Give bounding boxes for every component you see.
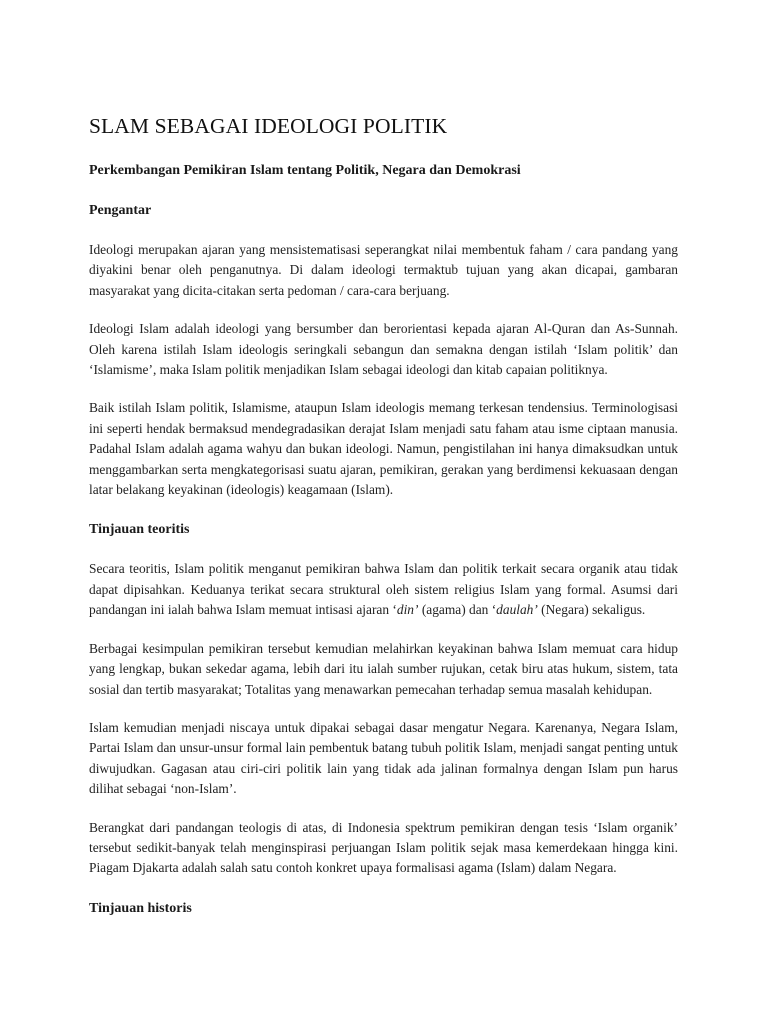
paragraph-text: Secara teoritis, Islam politik menganut pemikiran bahwa Islam dan politik terkait secara organik atau tidak dapat dipisahkan. Keduanya terikat secara struktural oleh sistem religius Islam yang formal. Asumsi dari pandangan ini ialah bahwa Islam memuat intisasi ajaran ‘ — [89, 561, 678, 618]
document-title: SLAM SEBAGAI IDEOLOGI POLITIK — [89, 114, 448, 138]
section-heading-tinjauan-teoritis: Tinjauan teoritis — [89, 522, 190, 538]
paragraph-text: (agama) dan ‘ — [418, 602, 497, 618]
paragraph: Ideologi merupakan ajaran yang mensistematisasi seperangkat nilai membentuk faham / cara pandang yang diyakini benar oleh penganutnya. Di dalam ideologi termaktub tujuan yang akan dicapai, gambaran masyarakat yang dicita-citakan serta pedoman / cara-cara berjuang. — [89, 242, 678, 298]
paragraph-text: (Negara) sekaligus. — [537, 602, 646, 618]
paragraph: Berangkat dari pandangan teologis di atas, di Indonesia spektrum pemikiran dengan tesis ‘Islam organik’ tersebut sedikit-banyak telah menginspirasi perjuangan Islam politik sejak masa kemerdekaan hingga kini. Piagam Djakarta adalah salah satu contoh konkret upaya formalisasi agama (Islam) dalam Negara. — [89, 819, 678, 876]
paragraph: Islam kemudian menjadi niscaya untuk dipakai sebagai dasar mengatur Negara. Karenanya, Negara Islam, Partai Islam dan unsur-unsur formal lain pembentuk batang tubuh politik Islam, menjadi sangat penting untuk diwujudkan. Gagasan atau ciri-ciri politik lain yang tidak ada jalinan formalnya dengan Islam pun harus dilihat sebagai ‘non-Islam’. — [89, 719, 678, 797]
paragraph-teoritis-1 — [89, 559, 678, 620]
section-heading-tinjauan-historis: Tinjauan historis — [89, 900, 192, 916]
paragraph: Ideologi Islam adalah ideologi yang bersumber dan berorientasi kepada ajaran Al-Quran dan As-Sunnah. Oleh karena istilah Islam ideologis seringkali sebangun dan semakna dengan istilah ‘Islam politik’ dan ‘Islamisme’, maka Islam politik menjadikan Islam sebagai ideologi dan kitab capaian politiknya. — [89, 321, 678, 378]
term-din: din’ — [396, 602, 419, 618]
document-page — [89, 112, 678, 919]
term-daulah: daulah’ — [496, 602, 538, 618]
paragraph: Baik istilah Islam politik, Islamisme, ataupun Islam ideologis memang terkesan tendensius. Terminologisasi ini seperti hendak bermaksud mendegradasikan derajat Islam menjadi satu faham atau isme ciptaan manusia. Padahal Islam adalah agama wahyu dan bukan ideologi. Namun, pengistilahan ini hanya dimaksudkan untuk menggambarkan serta mengkategorisasi suatu ajaran, pemikiran, gerakan yang berdimensi kekuasaan dengan latar belakang keyakinan (ideologis) keagamaan (Islam). — [89, 400, 678, 498]
section-heading-pengantar: Pengantar — [89, 203, 152, 218]
paragraph: Berbagai kesimpulan pemikiran tersebut kemudian melahirkan keyakinan bahwa Islam memuat cara hidup yang lengkap, bukan sekedar agama, lebih dari itu ialah sumber rujukan, cetak biru atas hukum, sistem, tata sosial dan tertib masyarakat; Totalitas yang menawarkan pemecahan terhadap semua masalah kehidupan. — [89, 640, 678, 697]
document-subtitle: Perkembangan Pemikiran Islam tentang Politik, Negara dan Demokrasi — [89, 163, 521, 178]
